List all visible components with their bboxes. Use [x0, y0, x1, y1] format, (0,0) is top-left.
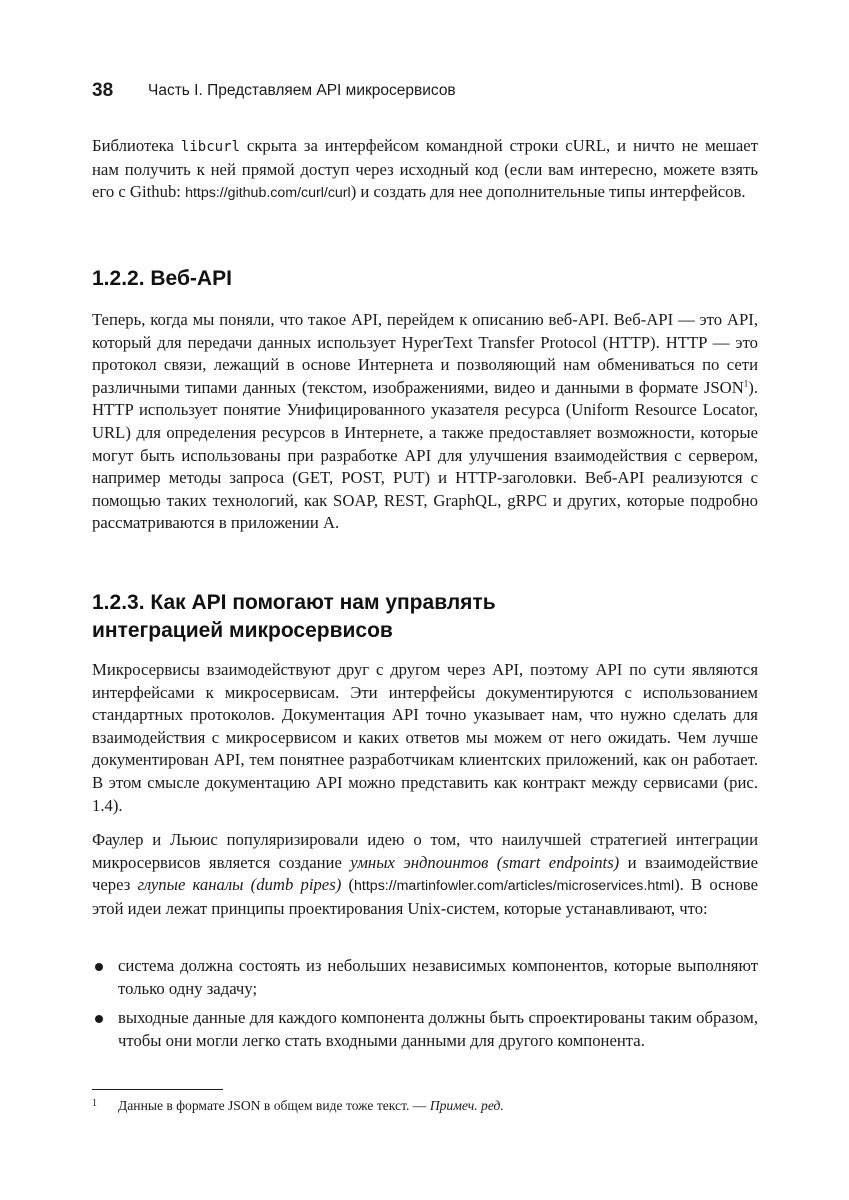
bullet-list [92, 955, 758, 1059]
page-header [92, 80, 758, 104]
text-span: Фаулер и Льюис популяризировали идею о том, что наилучшей стратегией интеграции микросервисов является создание [92, 830, 758, 872]
emphasis-dumb-pipes: глупые каналы (dumb pipes) [137, 875, 342, 895]
paragraph-fowler-lewis [92, 829, 758, 920]
footnote-text [118, 1097, 504, 1115]
list-item [92, 955, 758, 1000]
emphasis-smart-endpoints: умных эндпоинтов (smart endpoints) [350, 852, 620, 872]
section-heading-web-api: 1.2.2. Веб-API [92, 267, 232, 290]
inline-code: libcurl [180, 139, 240, 155]
footnote-ref[interactable]: 1 [743, 378, 749, 389]
text-span: ( [341, 875, 355, 895]
list-item-text: выходные данные для каждого компонента должны быть спроектированы таким образом, чтобы они могли легко стать входными данными для другого компонента. [118, 1008, 758, 1050]
paragraph-text: Микросервисы взаимодействуют друг с другом через API, поэтому API по сути являются интерфейсами к микросервисам. Эти интерфейсы документируются с использованием стандартных протоколов. Документация API точно указывает нам, что нужно сделать для взаимодействия с микросервисом и каких ответов мы можем от него ожидать. Чем лучше документирован API, тем понятнее разработчикам клиентских приложений, как он работает. В этом смысле документацию API можно представить как контракт между сервисами (рис. 1.4). [92, 660, 758, 815]
text-span: Теперь, когда мы поняли, что такое API, перейдем к описанию веб-API. Веб-API — это API, который для передачи данных использует HyperText Transfer Protocol (HTTP). HTTP — это протокол связи, лежащий в основе Интернета и позволяющий нам обмениваться по сети различными типами данных (текстом, изображениями, видео и данными в формате JSON [92, 310, 758, 397]
text-span: ). HTTP использует понятие Унифицированного указателя ресурса (Uniform Resource Locator, URL) для определения ресурсов в Интернете, а также предоставляет возможности, которые могут быть использованы при разработке API для улучшения взаимодействия с сервером, например методы запроса (GET, POST, PUT) и HTTP-заголовки. Веб-API реализуются с помощью таких технологий, как SOAP, REST, GraphQL, gRPC и других, которые подробно рассматриваются в приложении A. [92, 377, 758, 533]
paragraph-libcurl [92, 135, 758, 205]
bullet-icon [95, 1015, 103, 1023]
footnote-divider [92, 1089, 223, 1090]
text-span: скрыта за интерфейсом командной строки cURL, и ничто не мешает нам получить к ней прямой доступ через исходный код (если вам интересно, можете взять его с Github: [92, 136, 758, 202]
bullet-icon [95, 963, 103, 971]
list-item [92, 1007, 758, 1052]
page-number: 38 [92, 80, 114, 101]
paragraph-microservices-api [92, 659, 758, 817]
text-span: ). В основе этой идеи лежат принципы проектирования Unix-систем, которые устанавливают, что: [92, 875, 758, 918]
running-head: Часть I. Представляем API микросервисов [148, 82, 456, 99]
footnote-editor-note: Примеч. ред. [429, 1098, 504, 1113]
list-item-text: система должна состоять из небольших независимых компонентов, которые выполняют только одну задачу; [118, 956, 758, 998]
link-martinfowler[interactable]: https://martinfowler.com/articles/microservices.html [354, 878, 675, 895]
footnote-number: 1 [92, 1098, 97, 1109]
text-span: и взаимодействие через [92, 852, 758, 895]
heading-line: 1.2.3. Как API помогают нам управлять [92, 591, 496, 614]
text-span: Библиотека [92, 136, 181, 155]
heading-line: интеграцией микросервисов [92, 619, 393, 642]
section-heading-integration [92, 589, 496, 645]
link-github-curl[interactable]: https://github.com/curl/curl [185, 185, 351, 202]
text-span: Данные в формате JSON в общем виде тоже текст. — [118, 1098, 430, 1113]
paragraph-web-api [92, 309, 758, 535]
text-span: ) и создать для нее дополнительные типы интерфейсов. [350, 182, 746, 202]
